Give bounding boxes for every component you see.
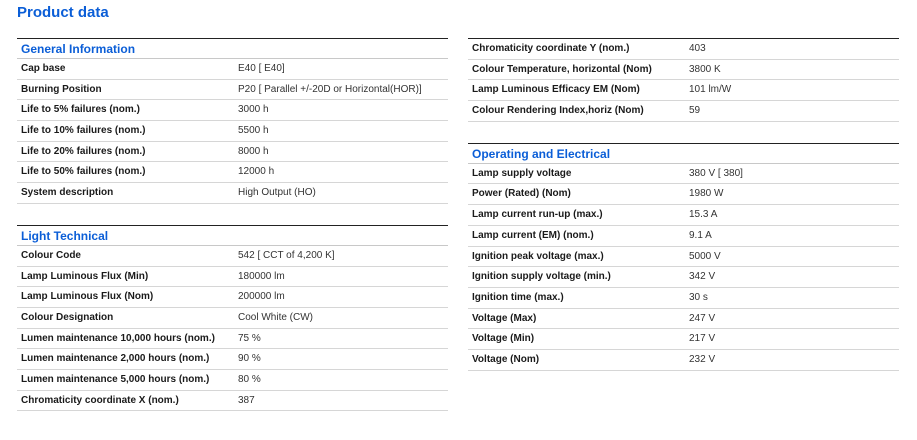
row-label: Lamp Luminous Flux (Min) — [21, 270, 149, 282]
row-value: 542 [ CCT of 4,200 K] — [238, 249, 335, 261]
row-value: High Output (HO) — [238, 187, 316, 199]
row-value: 387 — [238, 394, 255, 406]
row-value: 5500 h — [238, 125, 269, 137]
row-label: Lamp current run-up (max.) — [472, 209, 603, 221]
row-label: Colour Designation — [21, 311, 114, 323]
row-label: Lumen maintenance 2,000 hours (nom.) — [21, 353, 210, 365]
row-value: 80 % — [238, 373, 261, 385]
row-value: P20 [ Parallel +/-20D or Horizontal(HOR)] — [238, 83, 422, 95]
row-label: Ignition supply voltage (min.) — [472, 271, 611, 283]
table-row — [17, 121, 448, 142]
row-value: 232 V — [689, 353, 716, 365]
table-row — [468, 350, 899, 371]
row-value: 3800 K — [689, 63, 721, 75]
row-label: Ignition peak voltage (max.) — [472, 250, 604, 262]
table-row — [17, 308, 448, 329]
table-row — [17, 370, 448, 391]
row-label: Voltage (Max) — [472, 312, 537, 324]
row-value: 1980 W — [689, 188, 724, 200]
row-label: Voltage (Min) — [472, 333, 535, 345]
row-label: Life to 20% failures (nom.) — [21, 145, 146, 157]
row-value: 90 % — [238, 353, 261, 365]
table-row — [468, 205, 899, 226]
row-label: System description — [21, 187, 114, 199]
row-value: 380 V [ 380] — [689, 167, 743, 179]
table-row — [468, 226, 899, 247]
row-label: Lumen maintenance 10,000 hours (nom.) — [21, 332, 215, 344]
row-value: 30 s — [689, 291, 708, 303]
table-row — [468, 184, 899, 205]
row-label: Life to 50% failures (nom.) — [21, 166, 146, 178]
table-row — [17, 183, 448, 204]
row-value: 12000 h — [238, 166, 275, 178]
row-label: Chromaticity coordinate Y (nom.) — [472, 43, 630, 54]
row-label: Voltage (Nom) — [472, 353, 540, 365]
table-row — [468, 80, 899, 101]
row-label: Power (Rated) (Nom) — [472, 188, 571, 200]
table-row — [468, 39, 899, 60]
table-row — [17, 246, 448, 267]
section-gap — [17, 204, 448, 225]
table-row — [17, 391, 448, 412]
table-row — [468, 101, 899, 122]
table-row — [17, 80, 448, 101]
row-label: Lamp Luminous Efficacy EM (Nom) — [472, 84, 640, 96]
row-value: 9.1 A — [689, 229, 712, 241]
row-value: 3000 h — [238, 104, 269, 116]
table-row — [17, 142, 448, 163]
table-row — [17, 349, 448, 370]
row-label: Lamp Luminous Flux (Nom) — [21, 291, 154, 303]
table-row — [468, 288, 899, 309]
table-row — [17, 162, 448, 183]
section-title-operating-and-electrical: Operating and Electrical — [468, 143, 899, 164]
row-label: Colour Temperature, horizontal (Nom) — [472, 63, 652, 75]
row-value: 403 — [689, 43, 706, 54]
row-label: Cap base — [21, 63, 66, 74]
row-value: 5000 V — [689, 250, 721, 262]
row-label: Colour Rendering Index,horiz (Nom) — [472, 105, 644, 117]
row-label: Colour Code — [21, 249, 81, 261]
row-label: Burning Position — [21, 83, 102, 95]
table-row — [468, 267, 899, 288]
row-value: Cool White (CW) — [238, 311, 314, 323]
row-label: Chromaticity coordinate X (nom.) — [21, 394, 179, 406]
table-row — [468, 60, 899, 81]
row-label: Life to 10% failures (nom.) — [21, 125, 146, 137]
table-row — [468, 309, 899, 330]
row-label: Life to 5% failures (nom.) — [21, 104, 140, 116]
row-label: Lamp supply voltage — [472, 167, 572, 179]
table-row — [17, 100, 448, 121]
row-value: 342 V — [689, 271, 716, 283]
page-title: Product data — [17, 4, 109, 21]
section-gap — [468, 122, 899, 143]
row-value: 101 lm/W — [689, 84, 732, 96]
table-row — [468, 329, 899, 350]
table-row — [17, 59, 448, 80]
table-row — [17, 287, 448, 308]
row-label: Lumen maintenance 5,000 hours (nom.) — [21, 373, 210, 385]
left-column — [17, 38, 448, 411]
section-title-light-technical: Light Technical — [17, 225, 448, 246]
row-label: Lamp current (EM) (nom.) — [472, 229, 594, 241]
row-value: 15.3 A — [689, 209, 718, 221]
row-value: 59 — [689, 105, 701, 117]
row-value: 217 V — [689, 333, 716, 345]
row-value: 180000 lm — [238, 270, 285, 282]
table-row — [468, 164, 899, 185]
row-value: 200000 lm — [238, 291, 285, 303]
row-value: 247 V — [689, 312, 716, 324]
table-row — [17, 267, 448, 288]
table-row — [468, 247, 899, 268]
row-value: E40 [ E40] — [238, 63, 285, 74]
row-value: 8000 h — [238, 145, 269, 157]
table-row — [17, 329, 448, 350]
row-label: Ignition time (max.) — [472, 291, 564, 303]
section-title-general-information: General Information — [17, 38, 448, 59]
right-column — [468, 38, 899, 371]
row-value: 75 % — [238, 332, 261, 344]
